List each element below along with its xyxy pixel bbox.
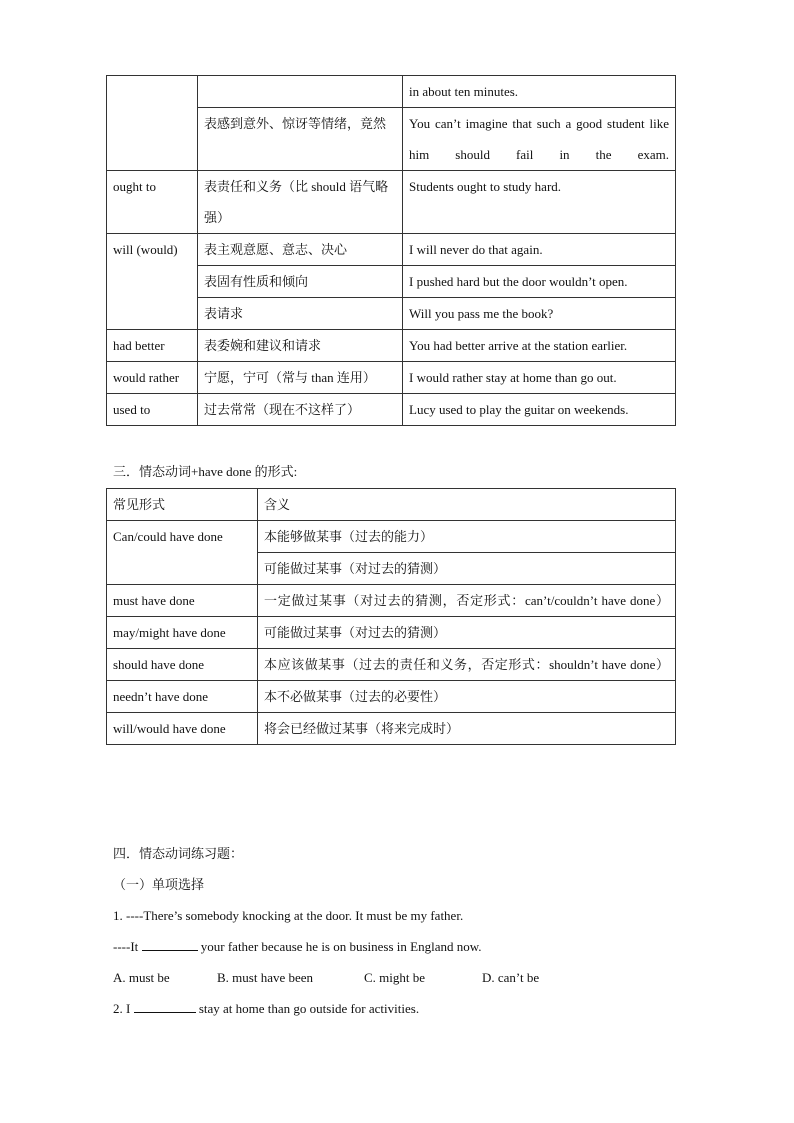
modal-have-done-table (106, 488, 676, 745)
table-row (107, 521, 676, 553)
question-1-prompt: 1. ----There’s somebody knocking at the door. It must be my father. (113, 908, 464, 923)
table-row (107, 649, 676, 681)
table-cell-meaning: 本能够做某事（过去的能力） (258, 521, 676, 553)
table-cell-example: Students ought to study hard. (403, 171, 676, 234)
table-cell-form: needn’t have done (107, 681, 258, 713)
question-1-options (113, 967, 713, 998)
exercise-section (113, 843, 713, 1029)
table-cell-meaning: 本不必做某事（过去的必要性） (258, 681, 676, 713)
section-3-heading: 三．情态动词+have done 的形式: (113, 464, 298, 479)
table-cell-meaning: 表感到意外、惊讶等情绪，竟然 (198, 108, 403, 171)
answer-blank (134, 998, 196, 1013)
table-cell-form: will/would have done (107, 713, 258, 745)
table-cell-form: may/might have done (107, 617, 258, 649)
exercise-subheading: （一）单项选择 (113, 877, 205, 892)
table-cell-example: I pushed hard but the door wouldn’t open. (403, 266, 676, 298)
table-cell-meaning: 过去常常（现在不这样了） (198, 394, 403, 426)
table-cell-example: Will you pass me the book? (403, 298, 676, 330)
table-cell-meaning: 表责任和义务（比 should 语气略强） (198, 171, 403, 234)
table-cell-meaning: 可能做过某事（对过去的猜测） (258, 617, 676, 649)
table-row (107, 330, 676, 362)
table-row (107, 394, 676, 426)
answer-blank (142, 936, 198, 951)
table-cell-form (107, 76, 198, 171)
table-cell-form: must have done (107, 585, 258, 617)
table-cell-form: would rather (107, 362, 198, 394)
table-cell-meaning: 可能做过某事（对过去的猜测） (258, 553, 676, 585)
table-cell-example: I would rather stay at home than go out. (403, 362, 676, 394)
table-cell-example: Lucy used to play the guitar on weekends. (403, 394, 676, 426)
table-cell-meaning: 表固有性质和倾向 (198, 266, 403, 298)
table-cell-meaning (198, 76, 403, 108)
table-cell-example: I will never do that again. (403, 234, 676, 266)
table-cell-meaning: 本应该做某事（过去的责任和义务，否定形式：shouldn’t have done） (258, 649, 676, 681)
option-c: C. might be (364, 970, 426, 985)
table-cell-form: will (would) (107, 234, 198, 330)
table-row (107, 681, 676, 713)
table-cell-meaning: 表请求 (198, 298, 403, 330)
table-row (107, 713, 676, 745)
table-cell-meaning: 表主观意愿、意志、决心 (198, 234, 403, 266)
table-row (107, 617, 676, 649)
question-2-start: 2. I (113, 1001, 131, 1016)
table-row (107, 171, 676, 234)
column-header-form: 常见形式 (107, 489, 258, 521)
question-1-sentence-start: ----It (113, 939, 139, 954)
table-cell-example: You had better arrive at the station earlier. (403, 330, 676, 362)
table-cell-form: had better (107, 330, 198, 362)
option-d: D. can’t be (482, 970, 540, 985)
table-row (107, 234, 676, 266)
table-row (107, 585, 676, 617)
table-cell-example: You can’t imagine that such a good student like him should fail in the exam. (403, 108, 676, 171)
table-cell-meaning: 表委婉和建议和请求 (198, 330, 403, 362)
question-2-end: stay at home than go outside for activities. (198, 1001, 420, 1016)
option-a: A. must be (113, 970, 170, 985)
table-cell-meaning: 一定做过某事（对过去的猜测，否定形式：can’t/couldn’t have done） (258, 585, 676, 617)
table-cell-form: Can/could have done (107, 521, 258, 585)
question-2-prompt (113, 998, 713, 1029)
table-row (107, 362, 676, 394)
section-4-heading: 四．情态动词练习题： (113, 846, 244, 861)
column-header-meaning: 含义 (258, 489, 676, 521)
table-cell-form: ought to (107, 171, 198, 234)
table-cell-meaning: 将会已经做过某事（将来完成时） (258, 713, 676, 745)
table-cell-example: in about ten minutes. (403, 76, 676, 108)
question-1-sentence (113, 936, 713, 967)
table-header-row (107, 489, 676, 521)
table-cell-form: used to (107, 394, 198, 426)
table-cell-meaning: 宁愿，宁可（常与 than 连用） (198, 362, 403, 394)
question-1-sentence-end: your father because he is on business in England now. (200, 939, 482, 954)
table-row (107, 76, 676, 108)
option-b: B. must have been (217, 970, 314, 985)
table-cell-form: should have done (107, 649, 258, 681)
modal-verbs-table (106, 75, 676, 426)
